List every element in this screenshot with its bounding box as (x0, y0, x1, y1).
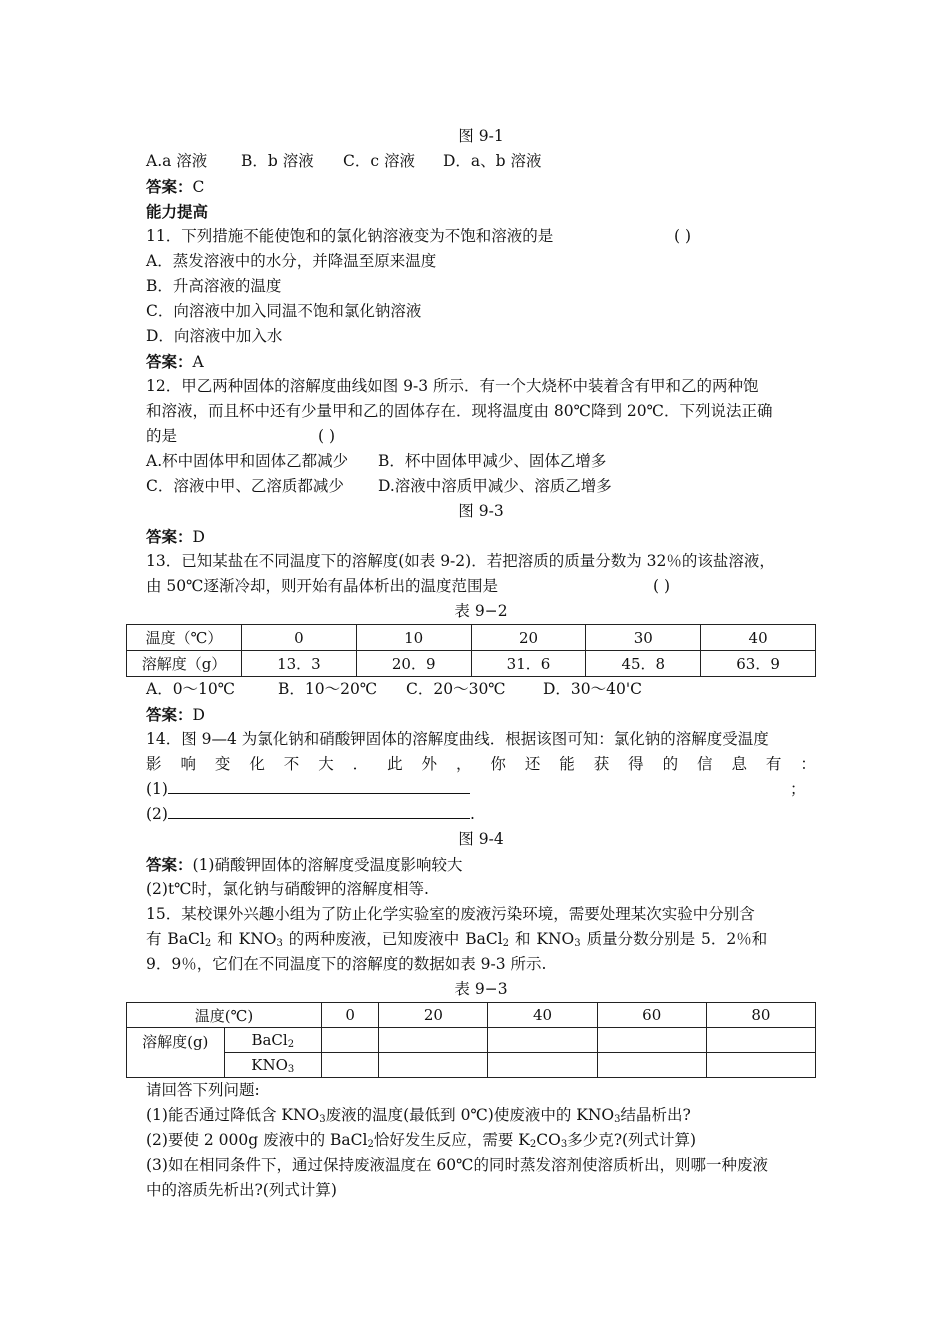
subscript: 3 (560, 1139, 568, 1150)
table-cell: 温度（℃） (127, 625, 242, 651)
q15-line-3: 9．9％，它们在不同温度下的溶解度的数据如表 9-3 所示. (146, 955, 547, 973)
table-cell: 温度(℃) (127, 1003, 322, 1028)
q13-options (146, 677, 816, 702)
text: 多少克?(列式计算) (567, 1131, 697, 1149)
table-cell (224, 1028, 322, 1053)
table-cell: 10 (356, 625, 471, 651)
subscript: 3 (287, 1064, 295, 1075)
text: KNO (251, 1056, 288, 1074)
table-cell: 0 (322, 1003, 379, 1028)
table-caption: 表 9−3 (454, 980, 508, 998)
q10-options (146, 149, 816, 174)
question-text: 11．下列措施不能使饱和的氯化钠溶液变为不饱和溶液的是 (146, 227, 554, 245)
text: 结晶析出? (620, 1106, 691, 1124)
char: 还 (524, 755, 541, 773)
q15-sub-3-line-2: 中的溶质先析出?(列式计算) (146, 1181, 337, 1199)
q11-option-d: D．向溶液中加入水 (146, 327, 283, 345)
table-cell: 63．9 (701, 651, 816, 677)
table-cell (379, 1053, 488, 1078)
table-cell: 80 (706, 1003, 815, 1028)
char: 影 (146, 755, 162, 773)
subscript: 2 (204, 938, 212, 949)
answer-blank[interactable] (168, 802, 470, 819)
char: 你 (490, 755, 506, 773)
subscript: 2 (287, 1039, 295, 1050)
answer-value: A (192, 353, 204, 371)
subscript: 3 (319, 1114, 326, 1125)
char: 外 (421, 755, 438, 773)
table-cell (322, 1028, 379, 1053)
table-cell: 31．6 (471, 651, 586, 677)
text: 质量分数分别是 5．2％和 (580, 930, 768, 948)
q12-line-2: 和溶液，而且杯中还有少量甲和乙的固体存在．现将温度由 80℃降到 20℃．下列说法正确 (146, 402, 773, 420)
solubility-table-9-2 (126, 624, 816, 677)
q11-stem (146, 224, 816, 249)
table-cell: 溶解度（g） (127, 651, 242, 677)
answer-value: D (192, 706, 205, 724)
char: ： (800, 755, 816, 773)
answer-label: 答案： (146, 705, 193, 724)
text: 恰好发生反应，需要 K (373, 1131, 530, 1149)
q12-options-cd (146, 474, 816, 499)
table-cell (488, 1028, 597, 1053)
table-cell (597, 1053, 706, 1078)
q15-sub-2 (146, 1128, 816, 1153)
subscript: 2 (367, 1139, 374, 1150)
text: 和 KNO (509, 930, 575, 948)
table-cell (379, 1028, 488, 1053)
table-cell (597, 1028, 706, 1053)
table-row (127, 1003, 816, 1028)
q15-prompt: 请回答下列问题: (146, 1081, 260, 1099)
table-cell: 45．8 (586, 651, 701, 677)
text: 和 KNO (211, 930, 277, 948)
text: (2)要使 2 000g 废液中的 BaCl (146, 1131, 368, 1149)
answer-paren: ( ) (653, 577, 671, 595)
table-cell: 60 (597, 1003, 706, 1028)
q11-option-b: B．升高溶液的温度 (146, 277, 282, 295)
char: 获 (593, 755, 610, 773)
q15-sub-3-line-1: (3)如在相同条件下，通过保持废液温度在 60℃的同时蒸发溶剂使溶质析出，则哪一种废液 (146, 1156, 768, 1174)
table-cell (488, 1053, 597, 1078)
document-page (141, 124, 816, 1203)
char: 变 (214, 755, 231, 773)
subscript: 3 (276, 938, 283, 949)
table-cell (706, 1028, 815, 1053)
table-cell: 20 (471, 625, 586, 651)
figure-caption: 图 9-1 (458, 127, 504, 145)
char: 有 (765, 755, 782, 773)
table-cell: 40 (701, 625, 816, 651)
blank-suffix: ； (790, 780, 806, 798)
answer-label: 答案： (146, 855, 193, 874)
subscript: 3 (614, 1114, 621, 1125)
table-cell: 20 (379, 1003, 488, 1028)
answer-value: (1)硝酸钾固体的溶解度受温度影响较大 (192, 856, 463, 874)
q11-option-c: C．向溶液中加入同温不饱和氯化钠溶液 (146, 302, 422, 320)
char: ． (352, 755, 369, 773)
table-row (127, 1028, 816, 1053)
q13-option-c: C．20～30℃ (406, 680, 506, 698)
figure-caption: 图 9-4 (458, 830, 504, 848)
q14-answer-2: (2)t℃时，氯化钠与硝酸钾的溶解度相等. (146, 880, 429, 898)
table-cell: 0 (242, 625, 357, 651)
char: 化 (249, 755, 265, 773)
subscript: 2 (529, 1139, 537, 1150)
q13-line-2 (146, 574, 816, 599)
q12-option-b: B．杯中固体甲减少、固体乙增多 (378, 452, 607, 470)
text: BaCl (251, 1031, 288, 1049)
q14-line-2 (146, 752, 816, 777)
table-cell (224, 1053, 322, 1078)
char: 不 (283, 755, 300, 773)
table-cell: 溶解度(g) (127, 1028, 225, 1078)
table-row (127, 651, 816, 677)
q15-line-2 (146, 927, 816, 952)
figure-caption: 图 9-3 (458, 502, 504, 520)
section-title: 能力提高 (146, 202, 209, 221)
text: 的两种废液，已知废液中 BaCl (282, 930, 503, 948)
solubility-table-9-3 (126, 1002, 816, 1078)
q12-line-1: 12．甲乙两种固体的溶解度曲线如图 9-3 所示．有一个大烧杯中装着含有甲和乙的两种饱 (146, 377, 759, 395)
q13-option-a: A．0～10℃ (146, 680, 236, 698)
q14-blank-1 (146, 777, 816, 802)
question-text: 由 50℃逐渐冷却，则开始有晶体析出的温度范围是 (146, 577, 498, 595)
char: 此 (387, 755, 403, 773)
text: (1)能否通过降低含 KNO (146, 1106, 320, 1124)
q13-line-1: 13．已知某盐在不同温度下的溶解度(如表 9-2)．若把溶质的质量分数为 32％的该盐溶液， (146, 552, 775, 570)
question-text: 的是 (146, 427, 178, 445)
answer-value: C (192, 178, 205, 196)
q10-option-b: B．b 溶液 (241, 152, 314, 170)
q14-line-1: 14．图 9—4 为氯化钠和硝酸钾固体的溶解度曲线．根据该图可知：氯化钠的溶解度受温度 (146, 730, 769, 748)
q11-answer (146, 349, 816, 374)
char: 响 (180, 755, 196, 773)
table-caption: 表 9−2 (454, 602, 508, 620)
char: 息 (731, 755, 747, 773)
q12-line-3 (146, 424, 816, 449)
q13-option-b: B．10～20℃ (278, 680, 378, 698)
char: 的 (662, 755, 679, 773)
table-cell (706, 1053, 815, 1078)
q12-option-c: C．溶液中甲、乙溶质都减少 (146, 477, 344, 495)
answer-label: 答案： (146, 352, 193, 371)
q12-option-a: A.杯中固体甲和固体乙都减少 (146, 452, 349, 470)
q10-option-c: C．c 溶液 (343, 152, 415, 170)
table-cell: 40 (488, 1003, 597, 1028)
table-cell: 30 (586, 625, 701, 651)
blank-prefix: (2) (146, 805, 168, 823)
table-cell (322, 1053, 379, 1078)
subscript: 3 (574, 938, 581, 949)
q10-answer (146, 174, 816, 199)
table-row (127, 625, 816, 651)
q12-options-ab (146, 449, 816, 474)
q12-option-d: D.溶液中溶质甲减少、溶质乙增多 (378, 477, 612, 495)
table-row (127, 1053, 816, 1078)
answer-label: 答案： (146, 527, 193, 546)
answer-paren: ( ) (318, 427, 336, 445)
q15-line-1: 15．某校课外兴趣小组为了防止化学实验室的废液污染环境，需要处理某次实验中分别含 (146, 905, 755, 923)
blank-prefix: (1) (146, 780, 168, 798)
char: 能 (559, 755, 575, 773)
answer-label: 答案： (146, 177, 193, 196)
q13-option-d: D．30～40'C (543, 680, 642, 698)
subscript: 2 (502, 938, 510, 949)
blank-suffix: . (469, 805, 475, 823)
q14-answer-1 (146, 852, 816, 877)
text: 废液的温度(最低到 0℃)使废液中的 KNO (325, 1106, 615, 1124)
q12-answer (146, 524, 816, 549)
q14-blank-2 (146, 802, 816, 827)
q15-sub-1 (146, 1103, 816, 1128)
table-cell: 20．9 (356, 651, 471, 677)
q11-option-a: A．蒸发溶液中的水分，并降温至原来温度 (146, 252, 437, 270)
char: 得 (628, 755, 644, 773)
answer-value: D (192, 528, 205, 546)
q10-option-a: A.a 溶液 (146, 152, 208, 170)
table-cell: 13．3 (242, 651, 357, 677)
q13-answer (146, 702, 816, 727)
text: CO (536, 1131, 561, 1149)
answer-paren: ( ) (674, 227, 692, 245)
char: 大 (318, 755, 334, 773)
q10-option-d: D．a、b 溶液 (443, 152, 542, 170)
char: ， (455, 755, 472, 773)
char: 信 (697, 755, 713, 773)
text: 有 BaCl (146, 930, 205, 948)
answer-blank[interactable] (168, 777, 470, 794)
